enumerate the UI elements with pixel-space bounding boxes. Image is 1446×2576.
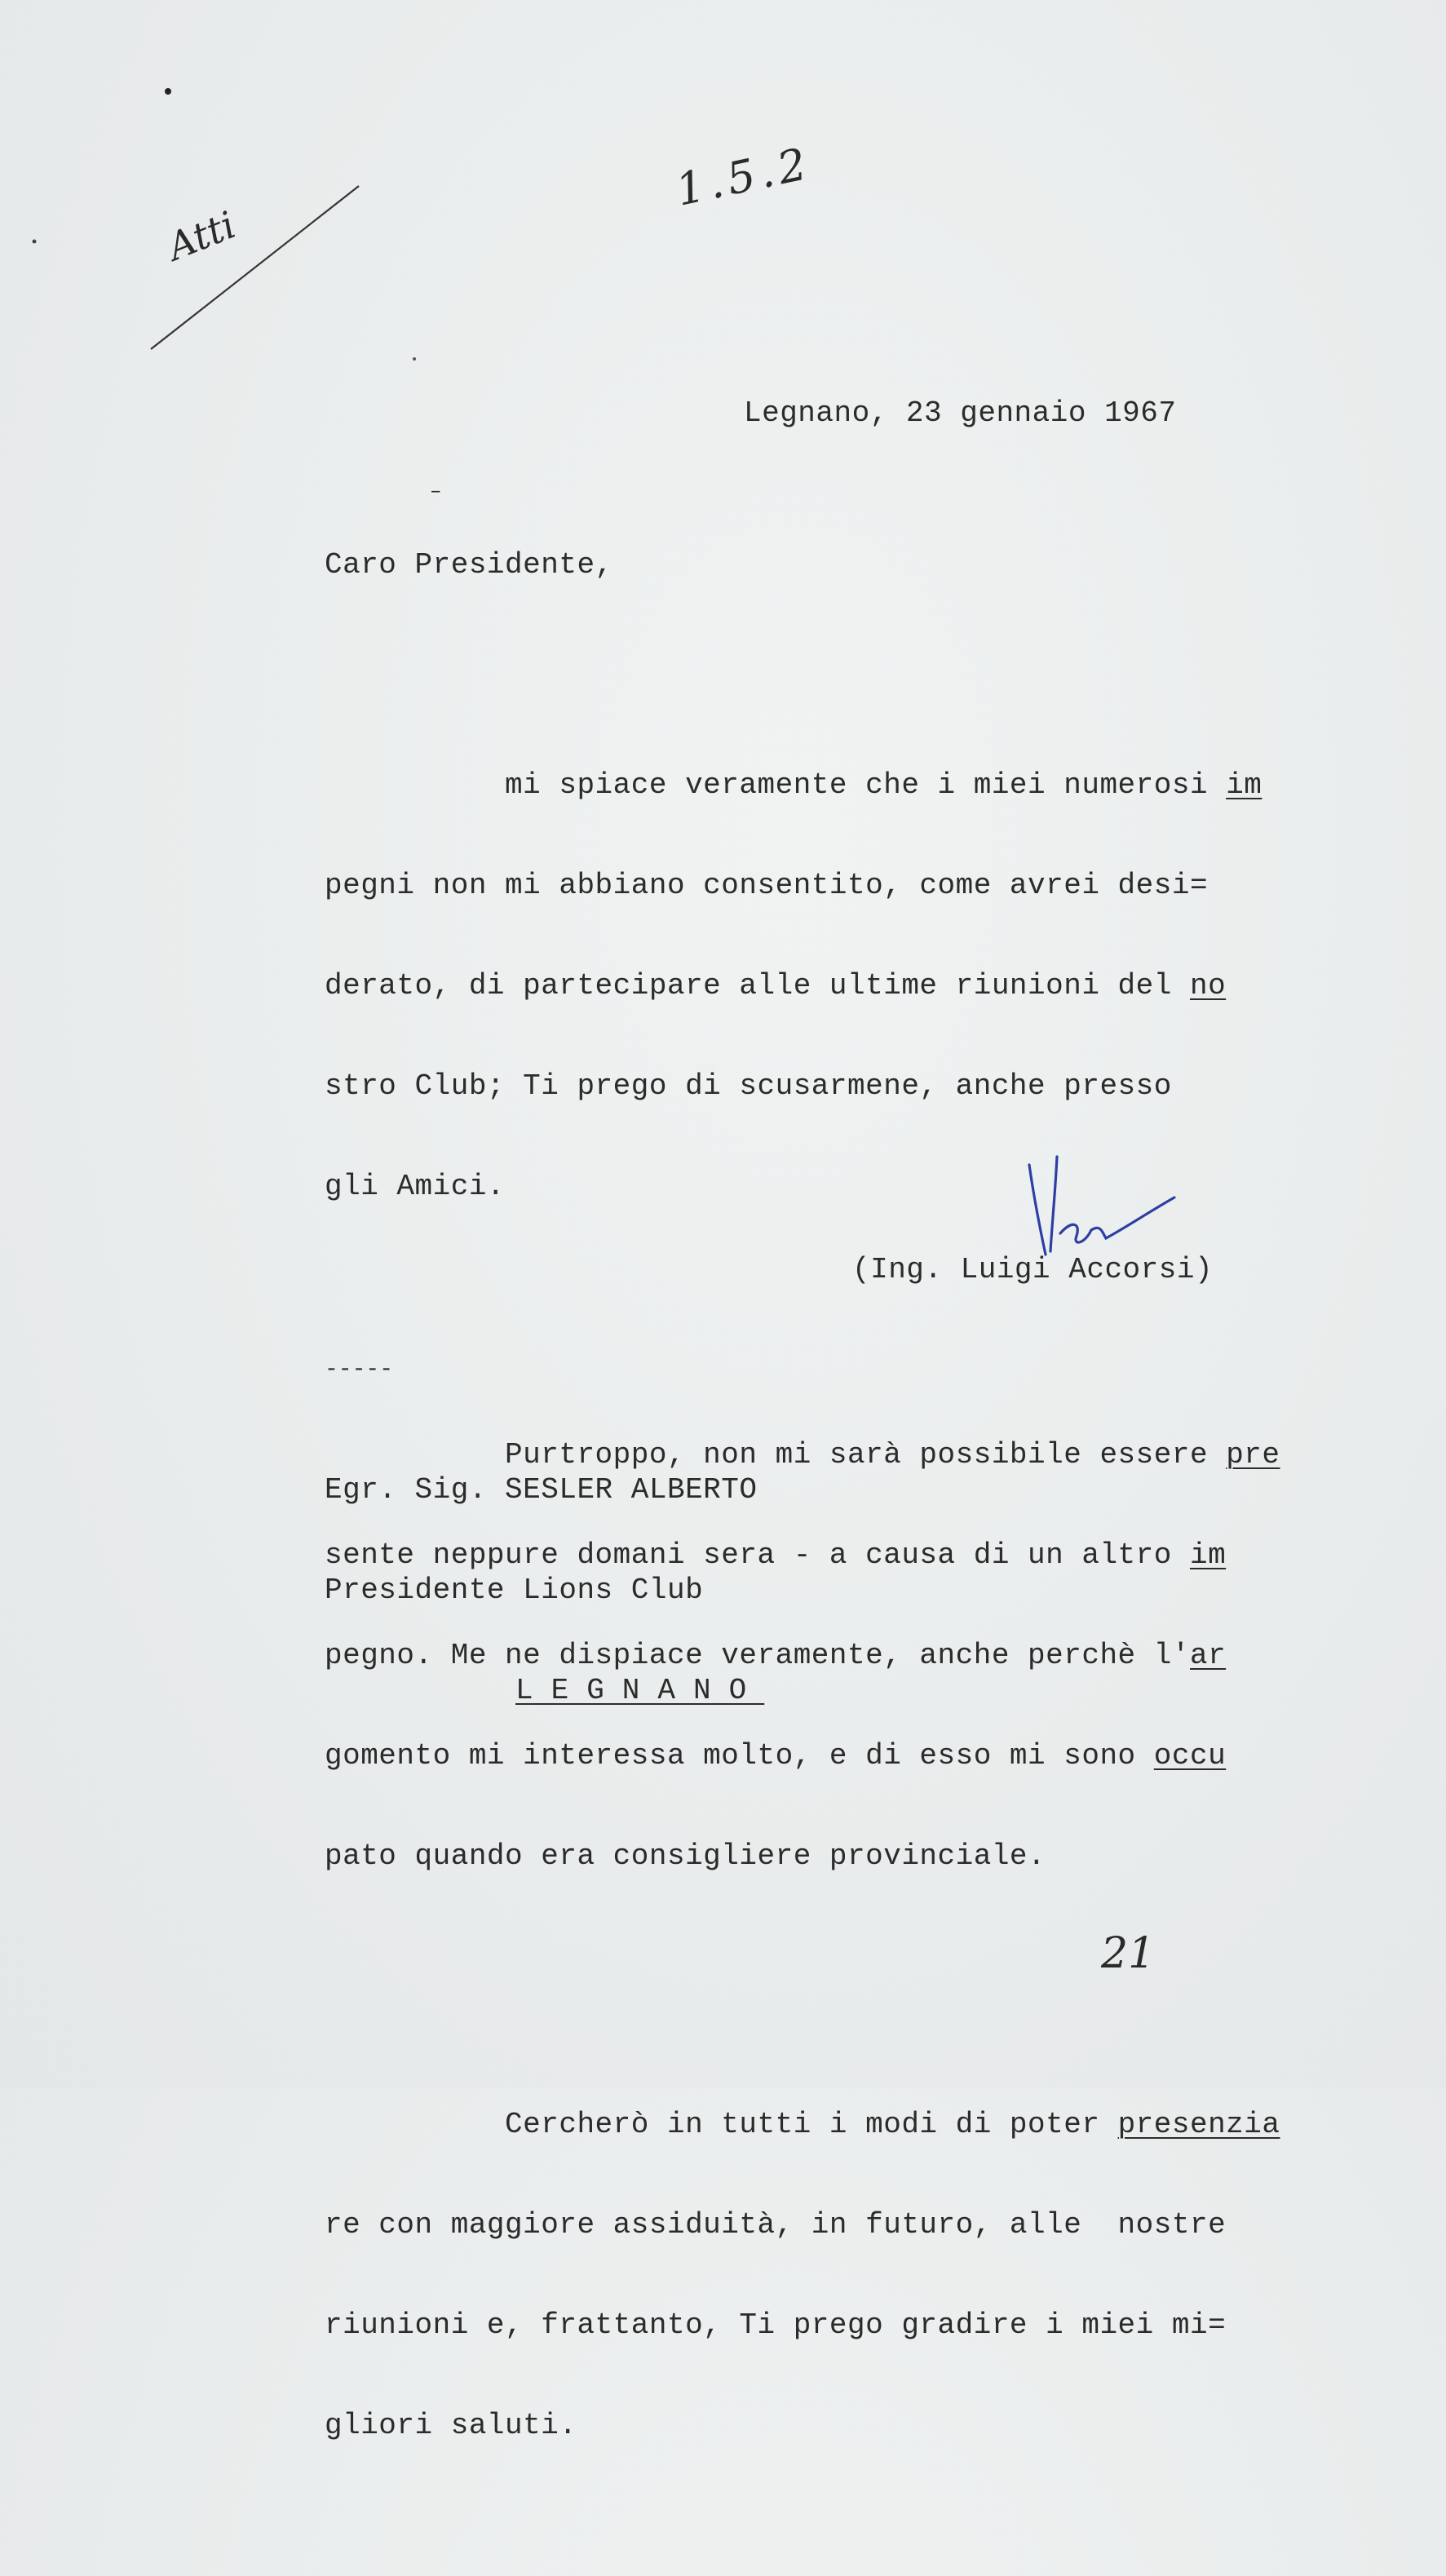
annotation-page-number: 21 — [1101, 1929, 1156, 1978]
body-line: Cercherò in tutti i modi di poter presenzia — [325, 2108, 1280, 2141]
recipient-title: Presidente Lions Club — [325, 1573, 704, 1607]
ink-dot — [33, 240, 37, 244]
slash-stroke — [151, 186, 359, 349]
annotation-folder-number: 1.5.2 — [671, 137, 816, 216]
body-line: re con maggiore assiduità, in futuro, alle nostre — [325, 2208, 1227, 2242]
annotation-atti: Atti — [161, 202, 242, 269]
paragraph-3 — [325, 2041, 1280, 2509]
separator: ----- — [325, 1357, 394, 1383]
body-line: mi spiace veramente che i miei numerosi im — [325, 768, 1262, 802]
body-line: riunioni e, frattanto, Ti prego gradire i miei mi= — [325, 2308, 1227, 2342]
body-line: pegni non mi abbiano consentito, come avrei desi= — [325, 869, 1209, 902]
body-line: stro Club; Ti prego di scusarmene, anche presso — [325, 1069, 1172, 1103]
signature-name: (Ing. Luigi Accorsi) — [852, 1253, 1214, 1286]
ink-dot — [413, 357, 416, 361]
ink-dot — [165, 88, 171, 95]
body-line: gli Amici. — [325, 1170, 506, 1203]
body-line: gliori saluti. — [325, 2409, 577, 2442]
stray-mark: – — [430, 481, 442, 503]
salutation: Caro Presidente, — [325, 548, 613, 582]
body-line: derato, di partecipare alle ultime riunioni del no — [325, 969, 1227, 1003]
body-line: Purtroppo, non mi sarà possibile essere pre — [325, 1438, 1280, 1472]
place-date: Legnano, 23 gennaio 1967 — [744, 396, 1177, 430]
body-line: pegno. Me ne dispiace veramente, anche perchè l'ar — [325, 1639, 1227, 1672]
paragraph-1 — [325, 702, 1280, 1270]
recipient-block — [325, 1406, 764, 1774]
body-line: gomento mi interessa molto, e di esso mi sono occu — [325, 1739, 1227, 1773]
recipient-name: Egr. Sig. SESLER ALBERTO — [325, 1473, 758, 1507]
body-line: pato quando era consigliere provinciale. — [325, 1839, 1046, 1873]
recipient-city: LEGNANO — [515, 1674, 765, 1707]
body-line: sente neppure domani sera - a causa di un altro im — [325, 1538, 1227, 1572]
